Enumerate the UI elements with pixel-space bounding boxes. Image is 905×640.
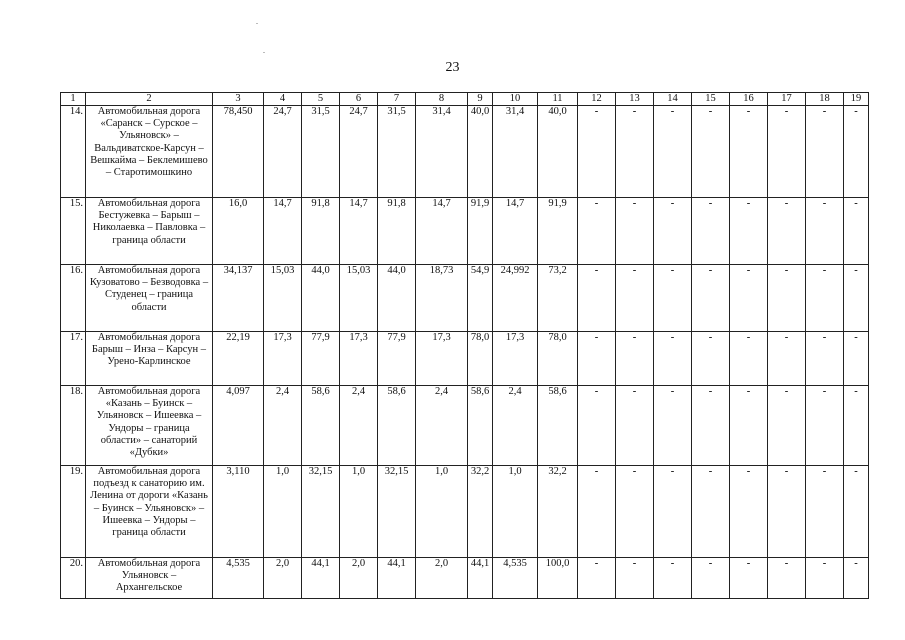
value-cell: 4,097 bbox=[213, 386, 264, 466]
value-cell: 31,4 bbox=[416, 106, 468, 198]
dash-cell: - bbox=[730, 198, 768, 265]
dash-cell: - bbox=[806, 332, 844, 386]
scan-speck bbox=[263, 52, 265, 53]
column-header: 5 bbox=[302, 93, 340, 106]
table-row bbox=[61, 198, 869, 265]
value-cell: 22,19 bbox=[213, 332, 264, 386]
value-cell: 31,5 bbox=[378, 106, 416, 198]
table-row bbox=[61, 265, 869, 332]
row-number-cell: 14. bbox=[61, 106, 86, 198]
value-cell: 91,9 bbox=[538, 198, 578, 265]
dash-cell: - bbox=[768, 265, 806, 332]
dash-cell: - bbox=[616, 386, 654, 466]
value-cell: 58,6 bbox=[468, 386, 493, 466]
table-row bbox=[61, 106, 869, 198]
road-name-cell: Автомобильная дорога подъезд к санаторию им. Ленина от дороги «Казань – Буинск – Ульяновск» – Ишеевка – Ундоры – граница области bbox=[86, 466, 213, 558]
road-name-cell: Автомобильная дорога Бестужевка – Барыш – Николаевка – Павловка – граница области bbox=[86, 198, 213, 265]
dash-cell: - bbox=[768, 466, 806, 558]
value-cell: 1,0 bbox=[264, 466, 302, 558]
dash-cell: - bbox=[844, 332, 869, 386]
dash-cell: - bbox=[806, 558, 844, 599]
value-cell: 24,992 bbox=[493, 265, 538, 332]
dash-cell: - bbox=[730, 466, 768, 558]
dash-cell: - bbox=[806, 106, 844, 198]
value-cell: 17,3 bbox=[340, 332, 378, 386]
dash-cell: - bbox=[578, 558, 616, 599]
value-cell: 44,0 bbox=[302, 265, 340, 332]
value-cell: 77,9 bbox=[302, 332, 340, 386]
value-cell: 40,0 bbox=[468, 106, 493, 198]
road-name-cell: Автомобильная дорога Барыш – Инза – Карсун – Урено-Карлинское bbox=[86, 332, 213, 386]
dash-cell: - bbox=[654, 558, 692, 599]
value-cell: 17,3 bbox=[493, 332, 538, 386]
value-cell: 78,0 bbox=[538, 332, 578, 386]
value-cell: 2,4 bbox=[340, 386, 378, 466]
page-number: 23 bbox=[445, 60, 460, 75]
dash-cell: - bbox=[768, 558, 806, 599]
dash-cell: - bbox=[578, 265, 616, 332]
value-cell: 78,450 bbox=[213, 106, 264, 198]
dash-cell: - bbox=[578, 332, 616, 386]
dash-cell: - bbox=[768, 332, 806, 386]
value-cell: 3,110 bbox=[213, 466, 264, 558]
column-header: 11 bbox=[538, 93, 578, 106]
value-cell: 1,0 bbox=[416, 466, 468, 558]
dash-cell: - bbox=[844, 558, 869, 599]
dash-cell: - bbox=[616, 106, 654, 198]
dash-cell: - bbox=[616, 265, 654, 332]
dash-cell: - bbox=[692, 265, 730, 332]
value-cell: 91,8 bbox=[302, 198, 340, 265]
row-number-cell: 16. bbox=[61, 265, 86, 332]
value-cell: 54,9 bbox=[468, 265, 493, 332]
column-header: 10 bbox=[493, 93, 538, 106]
value-cell: 24,7 bbox=[340, 106, 378, 198]
value-cell: 14,7 bbox=[493, 198, 538, 265]
dash-cell: - bbox=[616, 466, 654, 558]
dash-cell: - bbox=[844, 198, 869, 265]
value-cell: 1,0 bbox=[493, 466, 538, 558]
row-number-cell: 17. bbox=[61, 332, 86, 386]
value-cell: 4,535 bbox=[213, 558, 264, 599]
column-header: 2 bbox=[86, 93, 213, 106]
column-header: 17 bbox=[768, 93, 806, 106]
column-header: 13 bbox=[616, 93, 654, 106]
dash-cell: - bbox=[844, 265, 869, 332]
dash-cell: - bbox=[806, 198, 844, 265]
table-row bbox=[61, 332, 869, 386]
value-cell: 58,6 bbox=[302, 386, 340, 466]
column-header: 3 bbox=[213, 93, 264, 106]
dash-cell: - bbox=[768, 386, 806, 466]
value-cell: 17,3 bbox=[264, 332, 302, 386]
table-row bbox=[61, 466, 869, 558]
road-name-cell: Автомобильная дорога Ульяновск – Архангельское bbox=[86, 558, 213, 599]
value-cell: 34,137 bbox=[213, 265, 264, 332]
value-cell: 14,7 bbox=[340, 198, 378, 265]
value-cell: 78,0 bbox=[468, 332, 493, 386]
value-cell: 44,1 bbox=[468, 558, 493, 599]
value-cell: 2,4 bbox=[416, 386, 468, 466]
value-cell: 31,5 bbox=[302, 106, 340, 198]
dash-cell: - bbox=[692, 386, 730, 466]
dash-cell: - bbox=[578, 198, 616, 265]
value-cell: 77,9 bbox=[378, 332, 416, 386]
column-header: 7 bbox=[378, 93, 416, 106]
column-header: 14 bbox=[654, 93, 692, 106]
dash-cell: - bbox=[844, 386, 869, 466]
value-cell: 31,4 bbox=[493, 106, 538, 198]
dash-cell: - bbox=[616, 332, 654, 386]
dash-cell: - bbox=[578, 106, 616, 198]
value-cell: 91,9 bbox=[468, 198, 493, 265]
row-number-cell: 15. bbox=[61, 198, 86, 265]
dash-cell: - bbox=[616, 198, 654, 265]
dash-cell: - bbox=[806, 466, 844, 558]
header-row bbox=[61, 93, 869, 106]
dash-cell: - bbox=[654, 386, 692, 466]
column-header: 1 bbox=[61, 93, 86, 106]
value-cell: 58,6 bbox=[538, 386, 578, 466]
value-cell: 14,7 bbox=[416, 198, 468, 265]
dash-cell: - bbox=[844, 106, 869, 198]
dash-cell: - bbox=[692, 558, 730, 599]
dash-cell: - bbox=[768, 106, 806, 198]
road-name-cell: Автомобильная дорога Кузоватово – Безводовка – Студенец – граница области bbox=[86, 265, 213, 332]
value-cell: 2,4 bbox=[264, 386, 302, 466]
table-row bbox=[61, 386, 869, 466]
dash-cell: - bbox=[654, 332, 692, 386]
dash-cell: - bbox=[692, 466, 730, 558]
value-cell: 2,0 bbox=[416, 558, 468, 599]
roads-table bbox=[60, 92, 869, 599]
dash-cell: - bbox=[692, 106, 730, 198]
column-header: 8 bbox=[416, 93, 468, 106]
value-cell: 2,0 bbox=[340, 558, 378, 599]
value-cell: 100,0 bbox=[538, 558, 578, 599]
value-cell: 44,1 bbox=[302, 558, 340, 599]
row-number-cell: 20. bbox=[61, 558, 86, 599]
value-cell: 15,03 bbox=[264, 265, 302, 332]
dash-cell: - bbox=[654, 265, 692, 332]
dash-cell: - bbox=[730, 332, 768, 386]
road-name-cell: Автомобильная дорога «Саранск – Сурское – Ульяновск» – Вальдиватское-Карсун – Вешкайма – Беклемишево – Старотимошкино bbox=[86, 106, 213, 198]
dash-cell: - bbox=[692, 198, 730, 265]
dash-cell: - bbox=[654, 466, 692, 558]
value-cell: 18,73 bbox=[416, 265, 468, 332]
value-cell: 1,0 bbox=[340, 466, 378, 558]
value-cell: 24,7 bbox=[264, 106, 302, 198]
value-cell: 40,0 bbox=[538, 106, 578, 198]
value-cell: 32,2 bbox=[538, 466, 578, 558]
dash-cell: - bbox=[806, 265, 844, 332]
road-name-cell: Автомобильная дорога «Казань – Буинск – Ульяновск – Ишеевка – Ундоры – граница области» – санаторий «Дубки» bbox=[86, 386, 213, 466]
table-row bbox=[61, 558, 869, 599]
value-cell: 16,0 bbox=[213, 198, 264, 265]
dash-cell: - bbox=[844, 466, 869, 558]
dash-cell: - bbox=[578, 466, 616, 558]
value-cell: 2,0 bbox=[264, 558, 302, 599]
dash-cell: - bbox=[730, 265, 768, 332]
scan-speck bbox=[256, 23, 258, 24]
column-header: 19 bbox=[844, 93, 869, 106]
value-cell: 14,7 bbox=[264, 198, 302, 265]
column-header: 9 bbox=[468, 93, 493, 106]
value-cell: 58,6 bbox=[378, 386, 416, 466]
dash-cell: - bbox=[692, 332, 730, 386]
row-number-cell: 19. bbox=[61, 466, 86, 558]
dash-cell: - bbox=[806, 386, 844, 466]
value-cell: 2,4 bbox=[493, 386, 538, 466]
value-cell: 32,2 bbox=[468, 466, 493, 558]
value-cell: 32,15 bbox=[302, 466, 340, 558]
dash-cell: - bbox=[730, 106, 768, 198]
column-header: 6 bbox=[340, 93, 378, 106]
dash-cell: - bbox=[768, 198, 806, 265]
value-cell: 44,0 bbox=[378, 265, 416, 332]
value-cell: 17,3 bbox=[416, 332, 468, 386]
dash-cell: - bbox=[654, 106, 692, 198]
column-header: 16 bbox=[730, 93, 768, 106]
dash-cell: - bbox=[578, 386, 616, 466]
value-cell: 44,1 bbox=[378, 558, 416, 599]
value-cell: 91,8 bbox=[378, 198, 416, 265]
value-cell: 32,15 bbox=[378, 466, 416, 558]
value-cell: 4,535 bbox=[493, 558, 538, 599]
column-header: 15 bbox=[692, 93, 730, 106]
dash-cell: - bbox=[616, 558, 654, 599]
dash-cell: - bbox=[730, 386, 768, 466]
dash-cell: - bbox=[654, 198, 692, 265]
value-cell: 73,2 bbox=[538, 265, 578, 332]
dash-cell: - bbox=[730, 558, 768, 599]
column-header: 12 bbox=[578, 93, 616, 106]
column-header: 18 bbox=[806, 93, 844, 106]
column-header: 4 bbox=[264, 93, 302, 106]
value-cell: 15,03 bbox=[340, 265, 378, 332]
row-number-cell: 18. bbox=[61, 386, 86, 466]
